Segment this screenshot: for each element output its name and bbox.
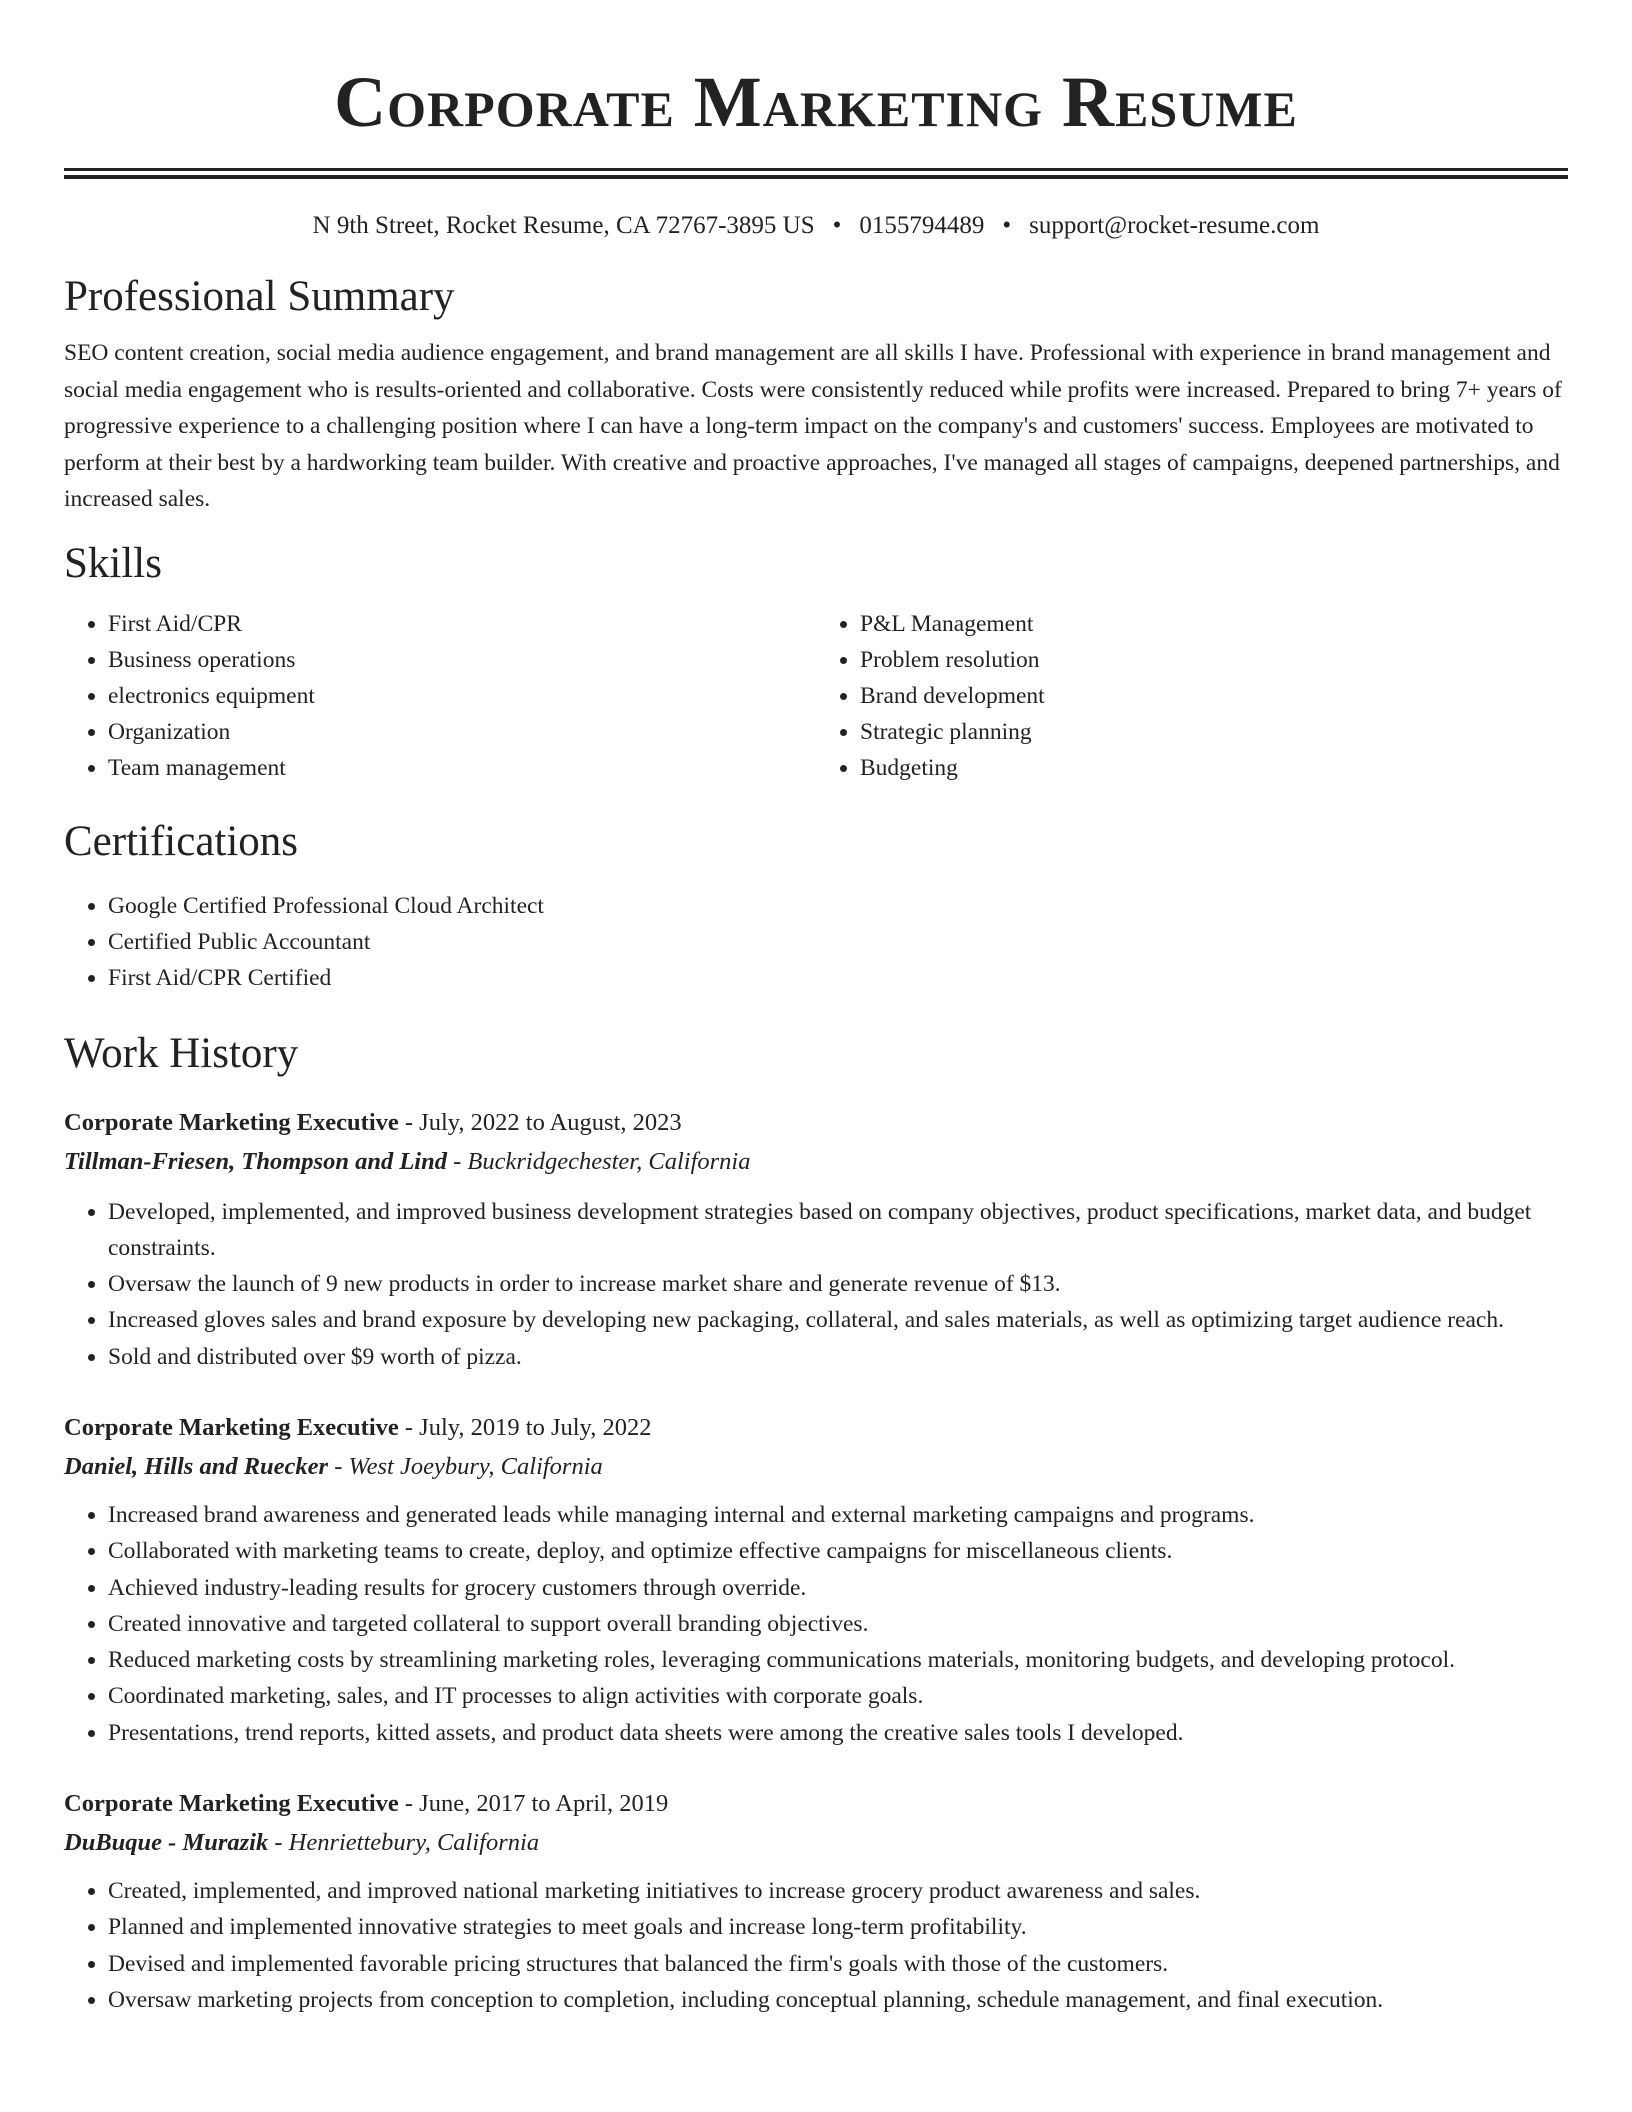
job-bullet: • Presentations, trend reports, kitted assets, and product data sheets were among the creative sales tools I developed. (108, 1715, 1568, 1751)
company-name: Daniel, Hills and Ruecker (64, 1452, 329, 1480)
skill-item: • First Aid/CPR (108, 606, 816, 642)
skills-column-right (816, 606, 1568, 786)
certification-item: • First Aid/CPR Certified (108, 960, 1568, 996)
job-bullet: • Sold and distributed over $9 worth of pizza. (108, 1339, 1568, 1375)
certification-item: • Google Certified Professional Cloud Architect (108, 888, 1568, 924)
job-bullet: • Oversaw the launch of 9 new products in order to increase market share and generate revenue of $13. (108, 1266, 1568, 1302)
job-bullet: • Increased brand awareness and generated leads while managing internal and external marketing campaigns and programs. (108, 1497, 1568, 1533)
job-bullets (64, 1497, 1568, 1751)
certification-item: • Certified Public Accountant (108, 924, 1568, 960)
company-line (64, 1142, 1568, 1182)
contact-separator: • (1002, 212, 1012, 239)
company-location: - Henriettebury, California (274, 1829, 540, 1857)
contact-line (64, 209, 1568, 243)
job-dates: - July, 2022 to August, 2023 (404, 1108, 682, 1136)
job-entry (64, 1785, 1568, 2018)
skill-item: • Business operations (108, 642, 816, 678)
resume-page (64, 0, 1568, 2018)
skill-item: • P&L Management (860, 606, 1568, 642)
job-bullets (64, 1873, 1568, 2018)
job-bullet: • Increased gloves sales and brand exposure by developing new packaging, collateral, and sales materials, as well as optimizing target audience reach. (108, 1302, 1568, 1338)
resume-title: Corporate Marketing Resume (334, 62, 1298, 142)
certifications-heading: Certifications (64, 817, 299, 865)
job-title: Corporate Marketing Executive (64, 1413, 399, 1441)
contact-separator: • (832, 212, 842, 239)
skills-heading: Skills (64, 539, 162, 587)
job-title: Corporate Marketing Executive (64, 1108, 399, 1136)
contact-address: N 9th Street, Rocket Resume, CA 72767-3895 US (312, 212, 815, 239)
summary-text: SEO content creation, social media audience engagement, and brand management are all skills I have. Professional with experience in brand management and social media engagement who is results-oriented and collaborative. Costs were consistently reduced while profits were increased. Prepared to bring 7+ years of progressive experience to a challenging position where I can have a long-term impact on the company's and customers' success. Employees are motivated to perform at their best by a hardworking team builder. With creative and proactive approaches, I've managed all stages of campaigns, deepened partnerships, and increased sales. (64, 340, 1562, 512)
job-bullet: • Coordinated marketing, sales, and IT processes to align activities with corporate goals. (108, 1678, 1568, 1714)
skill-item: • Strategic planning (860, 714, 1568, 750)
skills-column-left (64, 606, 816, 786)
job-bullet: • Devised and implemented favorable pricing structures that balanced the firm's goals with those of the customers. (108, 1946, 1568, 1982)
job-title-line (64, 1785, 1568, 1823)
company-name: DuBuque - Murazik (64, 1829, 269, 1857)
skill-item: • Budgeting (860, 750, 1568, 786)
skill-item: • Organization (108, 714, 816, 750)
company-location: - West Joeybury, California (334, 1452, 603, 1480)
job-entry (64, 1104, 1568, 1375)
job-bullet: • Reduced marketing costs by streamlining marketing roles, leveraging communications materials, monitoring budgets, and developing protocol. (108, 1642, 1568, 1678)
job-dates: - July, 2019 to July, 2022 (404, 1413, 652, 1441)
job-bullet: • Created, implemented, and improved national marketing initiatives to increase grocery product awareness and sales. (108, 1873, 1568, 1909)
job-entry (64, 1409, 1568, 1751)
company-location: - Buckridgechester, California (453, 1147, 751, 1175)
company-line (64, 1823, 1568, 1863)
job-title: Corporate Marketing Executive (64, 1790, 399, 1818)
work-history-heading: Work History (64, 1029, 299, 1077)
contact-email: support@rocket-resume.com (1029, 212, 1320, 239)
job-title-line (64, 1104, 1568, 1142)
job-bullet: • Developed, implemented, and improved business development strategies based on company objectives, product specifications, market data, and budget constraints. (108, 1194, 1568, 1267)
title-double-rule (64, 168, 1568, 171)
job-title-line (64, 1409, 1568, 1447)
job-bullet: • Collaborated with marketing teams to create, deploy, and optimize effective campaigns for miscellaneous clients. (108, 1533, 1568, 1569)
job-bullet: • Planned and implemented innovative strategies to meet goals and increase long-term profitability. (108, 1909, 1568, 1945)
job-dates: - June, 2017 to April, 2019 (404, 1790, 669, 1818)
skill-item: • Team management (108, 750, 816, 786)
skill-item: • Problem resolution (860, 642, 1568, 678)
contact-phone: 0155794489 (859, 212, 985, 239)
job-bullet: • Achieved industry-leading results for grocery customers through override. (108, 1570, 1568, 1606)
company-line (64, 1447, 1568, 1487)
skills-list (64, 606, 1568, 786)
job-bullets (64, 1194, 1568, 1375)
summary-heading: Professional Summary (64, 273, 455, 320)
skill-item: • electronics equipment (108, 678, 816, 714)
company-name: Tillman-Friesen, Thompson and Lind (64, 1147, 447, 1175)
job-bullet: • Created innovative and targeted collateral to support overall branding objectives. (108, 1606, 1568, 1642)
skill-item: • Brand development (860, 678, 1568, 714)
certifications-list (64, 888, 1568, 996)
job-bullet: • Oversaw marketing projects from conception to completion, including conceptual planning, schedule management, and final execution. (108, 1982, 1568, 2018)
